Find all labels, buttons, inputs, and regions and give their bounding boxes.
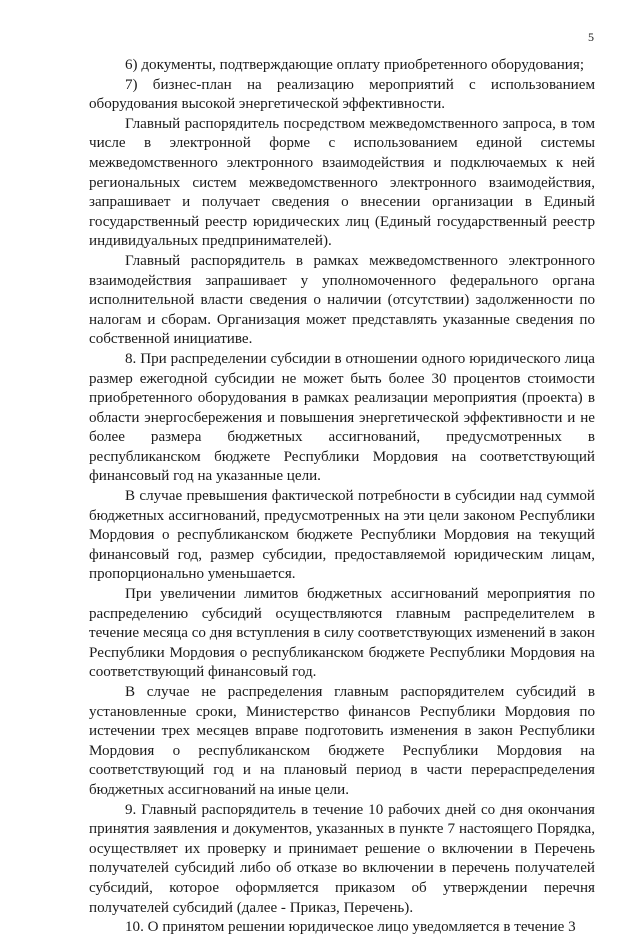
paragraph: 6) документы, подтверждающие оплату приобретенного оборудования; (125, 57, 585, 73)
paragraph: При увеличении лимитов бюджетных ассигнований мероприятия по распределению субсидий осуществляются главным распределителем в течение месяца со дня вступления в силу соответствующих изменений в закон Республики Мордовия о республиканском бюджете Республики Мордовия на соответствующий финансовый год. (89, 586, 595, 681)
paragraph: 9. Главный распорядитель в течение 10 рабочих дней со дня окончания принятия заявления и документов, указанных в пункте 7 настоящего Порядка, осуществляет их проверку и принимает решение о включении в Перечень получателей субсидий либо об отказе во включении в перечень получателей субсидий, которое оформляется приказом об утверждении перечня получателей субсидий (далее - Приказ, Перечень). (89, 801, 595, 916)
page-number: 5 (588, 30, 594, 44)
paragraph: 8. При распределении субсидии в отношении одного юридического лица размер ежегодной субсидии не может быть более 30 процентов стоимости приобретенного оборудования в рамках реализации мероприятия (проекта) в области энергосбережения и повышения энергетической эффективности и не более размера бюджетных ассигнований, предусмотренных в республиканском бюджете Республики Мордовия на соответствующий финансовый год на указанные цели. (89, 350, 595, 485)
paragraph: Главный распорядитель в рамках межведомственного электронного взаимодействия запрашивает у уполномоченного федерального органа исполнительной власти сведения о наличии (отсутствии) задолженности по налогам и сборам. Организация может представлять указанные сведения по собственной инициативе. (89, 252, 595, 348)
paragraph: 7) бизнес-план на реализацию мероприятий с использованием оборудования высокой энергетической эффективности. (89, 76, 595, 113)
paragraph: Главный распорядитель посредством межведомственного запроса, в том числе в электронной форме с использованием единой системы межведомственного электронного взаимодействия и подключаемых к ней региональных систем межведомственного электронного взаимодействия, запрашивает и получает сведения о внесении организации в Единый государственный реестр юридических лиц (Единый государственный реестр индивидуальных предпринимателей). (89, 115, 595, 250)
paragraph: 10. О принятом решении юридическое лицо уведомляется в течение 3 (125, 919, 576, 936)
document-body (89, 56, 595, 938)
paragraph: В случае не распределения главным распорядителем субсидий в установленные сроки, Министерство финансов Республики Мордовия по истечении трех месяцев вправе подготовить изменения в закон Республики Мордовия о республиканском бюджете Республики Мордовия на соответствующий год и на плановый период в части перераспределения бюджетных ассигнований на иные цели. (89, 684, 595, 798)
paragraph: В случае превышения фактической потребности в субсидии над суммой бюджетных ассигнований, предусмотренных на эти цели законом Республики Мордовия о республиканском бюджете Республики Мордовия на текущий финансовый год, размер субсидии, предоставляемой юридическим лицам, пропорционально уменьшается. (89, 488, 595, 583)
